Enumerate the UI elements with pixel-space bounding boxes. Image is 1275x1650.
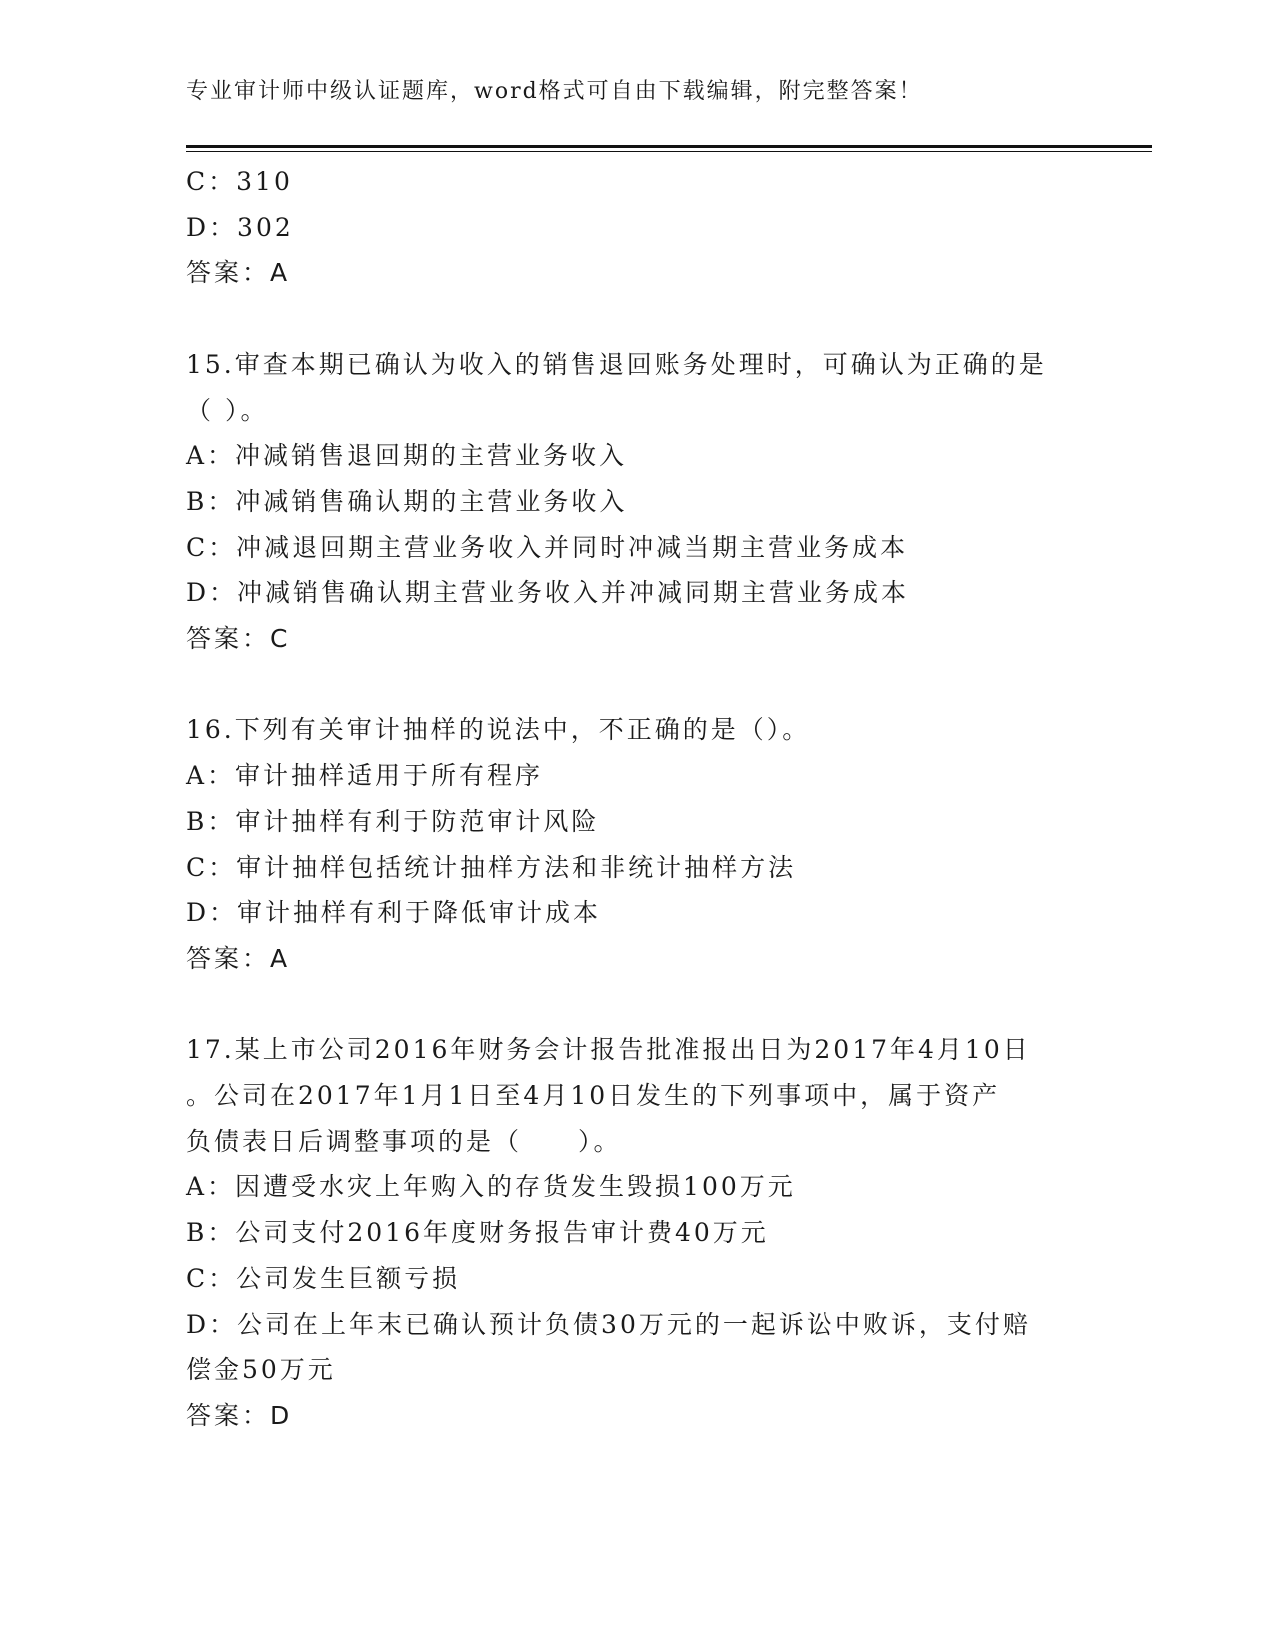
question-16 — [186, 707, 1086, 981]
question-text: 负债表日后调整事项的是（ ）。 — [186, 1126, 622, 1156]
option-d: D：302 — [186, 212, 294, 242]
previous-question-tail — [186, 159, 1086, 296]
option-c: C：冲减退回期主营业务收入并同时冲减当期主营业务成本 — [186, 532, 909, 562]
answer-line: 答案：C — [186, 624, 291, 654]
option-c: C：310 — [186, 167, 293, 196]
option-c: C：公司发生巨额亏损 — [186, 1263, 461, 1293]
answer-line: 答案：D — [186, 1400, 293, 1430]
answer-line: 答案：A — [186, 943, 291, 973]
option-a: A：审计抽样适用于所有程序 — [186, 761, 544, 791]
question-text: 16.下列有关审计抽样的说法中，不正确的是（）。 — [186, 715, 811, 745]
header-rule-thin — [186, 151, 1152, 152]
document-body — [186, 159, 1086, 1439]
option-b: B：审计抽样有利于防范审计风险 — [186, 806, 600, 836]
question-text: （ ）。 — [186, 395, 269, 425]
option-d: D：公司在上年末已确认预计负债30万元的一起诉讼中败诉，支付赔 — [186, 1309, 1031, 1339]
option-a: A：因遭受水灾上年购入的存货发生毁损100万元 — [186, 1172, 796, 1202]
option-d-continued: 偿金50万元 — [186, 1355, 336, 1385]
question-text: 15.审查本期已确认为收入的销售退回账务处理时，可确认为正确的是 — [186, 349, 1047, 379]
answer-line: 答案：A — [186, 258, 291, 288]
spacer — [186, 662, 1086, 708]
option-b: B：冲减销售确认期的主营业务收入 — [186, 486, 628, 516]
question-text: 。公司在2017年1月1日至4月10日发生的下列事项中，属于资产 — [186, 1081, 1001, 1111]
option-b: B：公司支付2016年度财务报告审计费40万元 — [186, 1218, 769, 1248]
spacer — [186, 982, 1086, 1028]
option-d: D：审计抽样有利于降低审计成本 — [186, 898, 602, 928]
question-15 — [186, 342, 1086, 662]
page-header: 专业审计师中级认证题库，word格式可自由下载编辑，附完整答案！ — [186, 79, 923, 104]
question-17 — [186, 1027, 1086, 1438]
header-rule-thick — [186, 145, 1152, 148]
option-d: D：冲减销售确认期主营业务收入并冲减同期主营业务成本 — [186, 578, 910, 608]
option-a: A：冲减销售退回期的主营业务收入 — [186, 441, 628, 471]
question-text: 17.某上市公司2016年财务会计报告批准报出日为2017年4月10日 — [186, 1035, 1031, 1065]
option-c: C：审计抽样包括统计抽样方法和非统计抽样方法 — [186, 852, 797, 882]
spacer — [186, 296, 1086, 342]
